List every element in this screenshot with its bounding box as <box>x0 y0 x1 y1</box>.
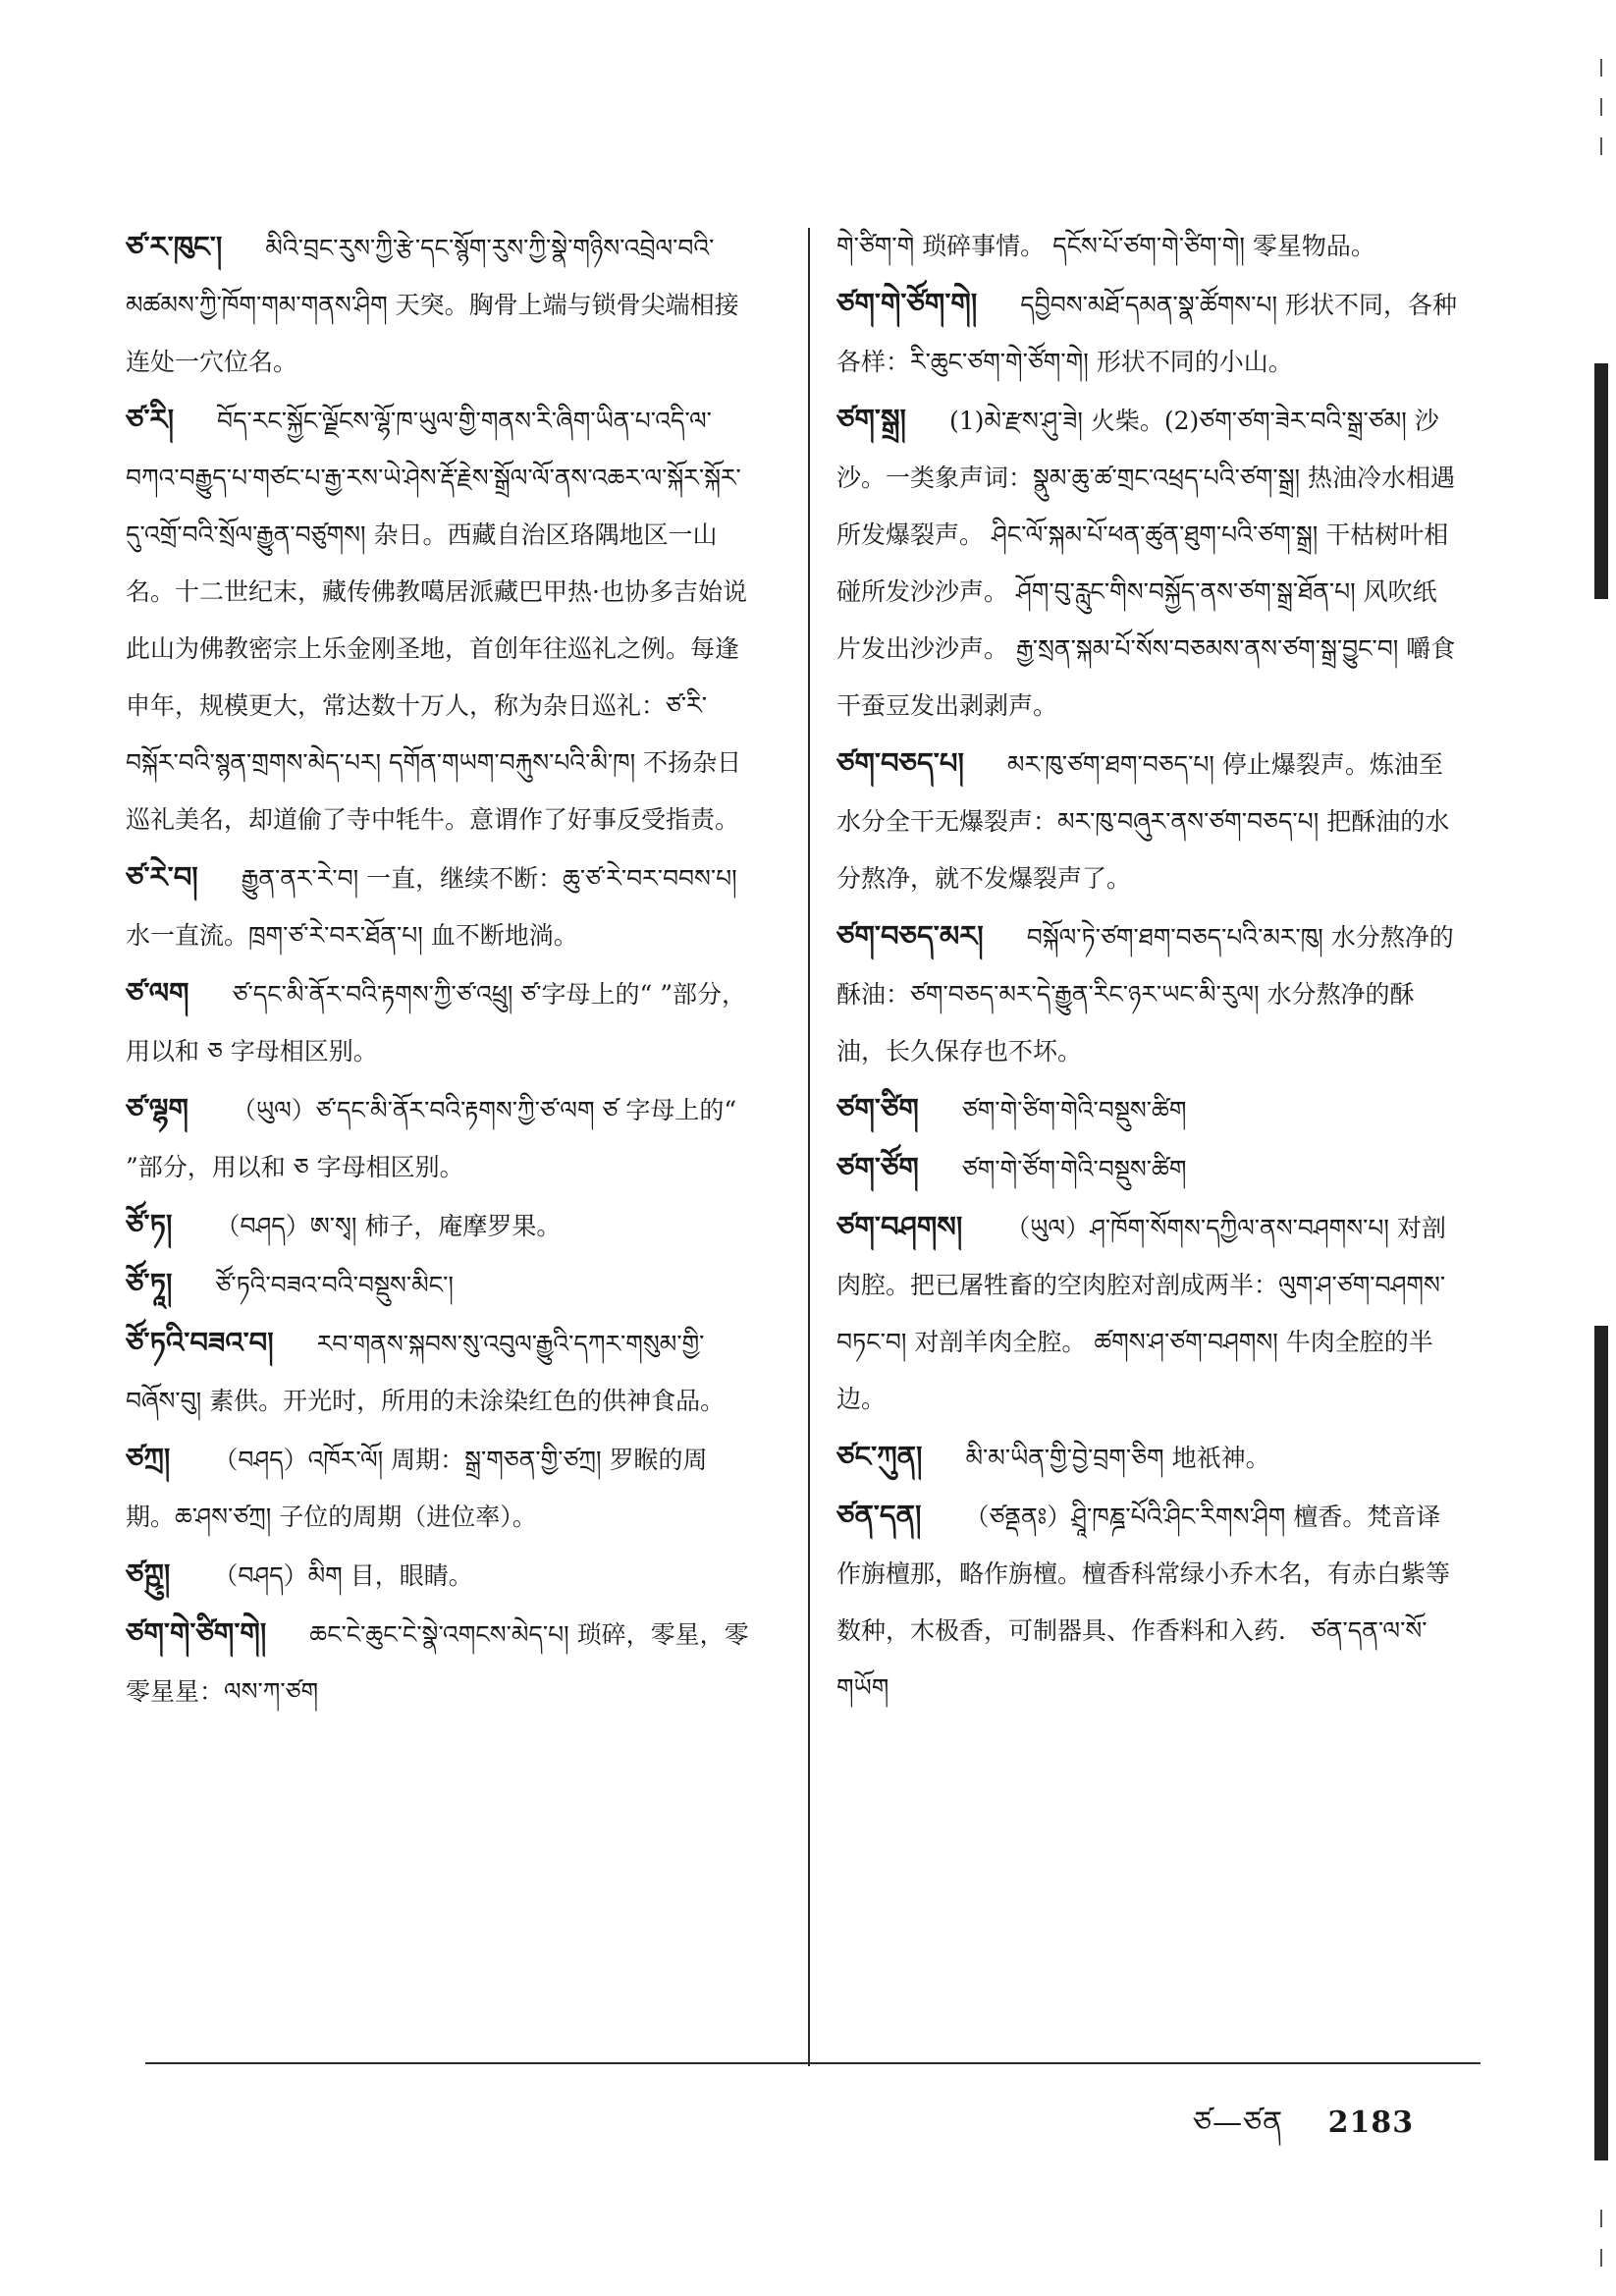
edge-tick <box>1600 98 1602 116</box>
entry-headword: ཙག་ཙིག <box>836 1092 919 1125</box>
dictionary-entry <box>126 1605 749 1721</box>
dictionary-entry <box>836 907 1460 1080</box>
footer-rule <box>145 2062 1481 2064</box>
entry-headword: ཙག་ཙོག <box>836 1151 919 1184</box>
entry-headword: ཙ་ལག <box>126 976 189 1010</box>
entry-definition: （ཡུལ）ཤ་ཁོག་སོགས་དཀྱིལ་ནས་བཤགས་པ། 对剖肉腔。把已屠牲畜的空肉腔对剖成两半：ལུག་ཤ་ཙག་བཤགས་བཏང་བ། 对剖羊肉全腔。 ཚགས་ཤ་ཙག་བཤགས། 牛肉全腔的半边。 <box>836 1214 1446 1413</box>
scan-edge-marks <box>1587 0 1616 2296</box>
entry-definition: མིའི་བྲང་རུས་ཀྱི་རྩེ་དང་སྙོག་རུས་ཀྱི་སྣེ་གཉིས་འབྲེལ་བའི་མཚམས་ཀྱི་ཁོག་གམ་གནས་ཤིག 天突。胸骨上端与锁骨尖端相接连处一穴位名。 <box>126 234 739 376</box>
column-divider <box>808 228 810 2066</box>
dictionary-entry <box>126 1196 749 1255</box>
entry-definition: མར་ཁུ་ཙག་ཐག་བཅད་པ། 停止爆裂声。炼油至水分全干无爆裂声：མར་ཁུ་བཞུར་ནས་ཙག་བཅད་པ། 把酥油的水分熬净，就不发爆裂声了。 <box>836 750 1450 893</box>
page-number: 2183 <box>1327 2105 1415 2140</box>
entry-definition: （ཡུལ）ཙ་དང་མི་ནོར་བའི་རྟགས་ཀྱི་ཙ་ལག ཙ 字母上的“ ”部分，用以和 ཅ 字母相区别。 <box>126 1096 737 1181</box>
entry-headword: ཙག་བཅད་མར། <box>836 919 984 953</box>
entry-definition: (1)མེ་རྫས་ཤུ་ཟེ། 火柴。(2)ཙག་ཙག་ཟེར་བའི་སྒྲ་ཙམ། 沙沙。一类象声词：སྣུམ་ཆུ་ཚ་གྲང་འཕྲད་པའི་ཙག་སྒྲ། 热油冷水相遇所发爆裂声。 ཤིང་ལོ་སྐམ་པོ་ཕན་ཚུན་ཐུག་པའི་ཙག་སྒྲ། 干枯树叶相碰所发沙沙声。 ཤོག་བུ་རླུང་གིས་བསྐྱོད་ནས་ཙག་སྒྲ་ཐོན་པ། 风吹纸片发出沙沙声。 རྒྱ་སྲན་སྐམ་པོ་སོས་བཅམས་ནས་ཙག་སྒྲ་བྱུང་བ། 嚼食干蚕豆发出剥剥声。 <box>836 407 1456 720</box>
dictionary-entry <box>126 1314 749 1430</box>
dictionary-entry <box>836 735 1460 907</box>
entry-headword: ཙོ་ཏཱ། <box>126 1267 173 1300</box>
entry-definition: （བཤད）ཨ་སྭ། 柿子，庵摩罗果。 <box>215 1212 562 1240</box>
entry-headword: ཙ་ར་ཁུང་། <box>126 230 223 263</box>
entry-definition: བོད་རང་སྐྱོང་ལྗོངས་ལྷོ་ཁ་ཡུལ་གྱི་གནས་རི་ཞིག་ཡིན་པ་འདི་ལ་བཀའ་བརྒྱུད་པ་གཙང་པ་རྒྱ་རས་ཡེ་ཤེས་རྡོ་རྗེས་སྒྲོལ་ལོ་ནས་འཆར་ལ་སྐོར་སྐོར་དུ་འགྲོ་བའི་སྲོལ་རྒྱུན་བཙུགས། 杂日。西藏自治区珞隅地区一山名。十二世纪末，藏传佛教噶居派藏巴甲热·也协多吉始说此山为佛教密宗上乐金刚圣地，首创年往巡礼之例。每逢申年，规模更大，常达数十万人，称为杂日巡礼：ཙ་རི་བསྐོར་བའི་སྙན་གྲགས་མེད་པར། དགོན་གཡག་བརྐུས་པའི་མི་ཁ། 不扬杂日巡礼美名，却道偷了寺中牦牛。意谓作了好事反受指责。 <box>126 407 747 834</box>
dictionary-entry <box>836 391 1460 735</box>
dictionary-entry <box>836 1139 1460 1198</box>
dictionary-entry <box>836 275 1460 391</box>
entry-definition: གེ་ཙིག་གེ 琐碎事情。 དངོས་པོ་ཙག་གེ་ཙིག་གེ། 零星物品。 <box>836 232 1375 260</box>
dictionary-entry <box>126 1080 749 1196</box>
entry-headword: ཙ་ལྷག <box>126 1092 189 1125</box>
entry-definition: ཙག་གེ་ཙོག་གེའི་བསྡུས་ཚིག <box>961 1155 1187 1183</box>
entry-headword: ཙཀྲ། <box>126 1442 171 1475</box>
entry-headword: ཙ་རི། <box>126 403 175 436</box>
entry-definition: ཙོ་ཏའི་བཟའ་བའི་བསྡུས་མིང་། <box>215 1271 454 1299</box>
entry-definition: （བཤད）མིག 目，眼睛。 <box>213 1561 473 1590</box>
entry-definition: （ཙནྡནཿ）ཤྲཱི་ཁཎྜ་པོའི་ཤིང་རིགས་ཤིག 檀香。梵音译作旃檀那，略作旃檀。檀香科常绿小乔木名，有赤白紫等数种，木极香，可制器具、作香料和入药． ཙན་དན་ལ་སོ་གཡོག <box>836 1503 1451 1702</box>
entry-headword: ཙག་གེ་ཙིག་གེ། <box>126 1616 267 1650</box>
right-column <box>836 218 1460 1717</box>
entry-definition: རྒྱུན་ནར་རེ་བ། 一直，继续不断：ཆུ་ཙ་རེ་བར་བབས་པ། 水一直流。ཁྲག་ཙ་རེ་བར་ཐོན་པ། 血不断地淌。 <box>126 864 737 950</box>
dictionary-entry-continuation <box>836 218 1460 275</box>
dictionary-entry <box>126 1255 749 1314</box>
dictionary-entry <box>126 964 749 1080</box>
edge-bar <box>1594 1326 1608 2160</box>
entry-definition: ཙག་གེ་ཙིག་གེའི་བསྡུས་ཚིག <box>961 1096 1187 1124</box>
entry-headword: ཙག་གེ་ཙོག་གེ། <box>836 287 978 320</box>
entry-headword: ཙག་བཅད་པ། <box>836 746 964 780</box>
edge-tick <box>1600 2249 1602 2267</box>
dictionary-entry <box>126 848 749 964</box>
dictionary-entry <box>126 218 749 391</box>
dictionary-entry <box>126 1430 749 1546</box>
dictionary-entry <box>836 1080 1460 1139</box>
dictionary-entry <box>836 1198 1460 1428</box>
entry-definition: དབྱིབས་མཐོ་དམན་སྣ་ཚོགས་པ། 形状不同，各种各样：རི་ཆུང་ཙག་གེ་ཙོག་གེ། 形状不同的小山。 <box>836 291 1457 376</box>
entry-definition: ཙ་དང་མི་ནོར་བའི་རྟགས་ཀྱི་ཙ་འཕྲུ། ཙ་字母上的“ ”部分，用以和 ཅ 字母相区别。 <box>126 980 747 1066</box>
edge-tick <box>1600 2210 1602 2227</box>
entry-headword: ཙཀྵུ། <box>126 1558 171 1591</box>
edge-bar <box>1594 363 1608 599</box>
dictionary-entry <box>836 1428 1460 1487</box>
edge-tick <box>1600 59 1602 77</box>
page-footer <box>1193 2090 1414 2172</box>
dictionary-entry <box>836 1487 1460 1717</box>
entry-headword: ཙ་རེ་བ། <box>126 860 198 894</box>
dictionary-entry <box>126 1546 749 1605</box>
entry-definition: མི་མ་ཡིན་གྱི་བྱེ་བྲག་ཅིག 地祇神。 <box>965 1444 1270 1472</box>
entry-headword: ཙོ་ཏའི་བཟའ་བ། <box>126 1326 274 1359</box>
entry-headword: ཙོ་ཏ། <box>126 1208 173 1241</box>
entry-headword: ཙང་ཀུན། <box>836 1440 923 1473</box>
left-column <box>126 218 749 1721</box>
entry-definition: ཆང་ངེ་ཆུང་ངེ་སྣེ་འགངས་མེད་པ། 琐碎，零星，零零星星：ལས་ཀ་ཙག <box>126 1620 749 1706</box>
dictionary-entry <box>126 391 749 848</box>
entry-definition: བསྐོལ་ཏེ་ཙག་ཐག་བཅད་པའི་མར་ཁུ། 水分熬净的酥油：ཙག་བཅད་མར་དེ་རྒྱུན་རིང་ཉར་ཡང་མི་རུལ། 水分熬净的酥油，长久保存也不坏。 <box>836 923 1454 1066</box>
entry-headword: ཙག་སྒྲ། <box>836 403 906 436</box>
entry-headword: ཙག་བཤགས། <box>836 1210 963 1243</box>
entry-headword: ཙན་དན། <box>836 1499 922 1532</box>
entry-definition: （བཤད）འཁོར་ལོ། 周期：སྒྲ་གཅན་གྱི་ཙཀྲ། 罗睺的周期。ཆ་ཤས་ཙཀྲ། 子位的周期（进位率）。 <box>126 1446 708 1531</box>
entry-definition: རབ་གནས་སྐབས་སུ་འབུལ་རྒྱུའི་དཀར་གསུམ་གྱི་བཞོས་བུ། 素供。开光时，所用的未涂染红色的供神食品。 <box>126 1330 726 1415</box>
edge-tick <box>1600 137 1602 155</box>
headword-range: ཙ—ཙན <box>1193 2105 1284 2140</box>
